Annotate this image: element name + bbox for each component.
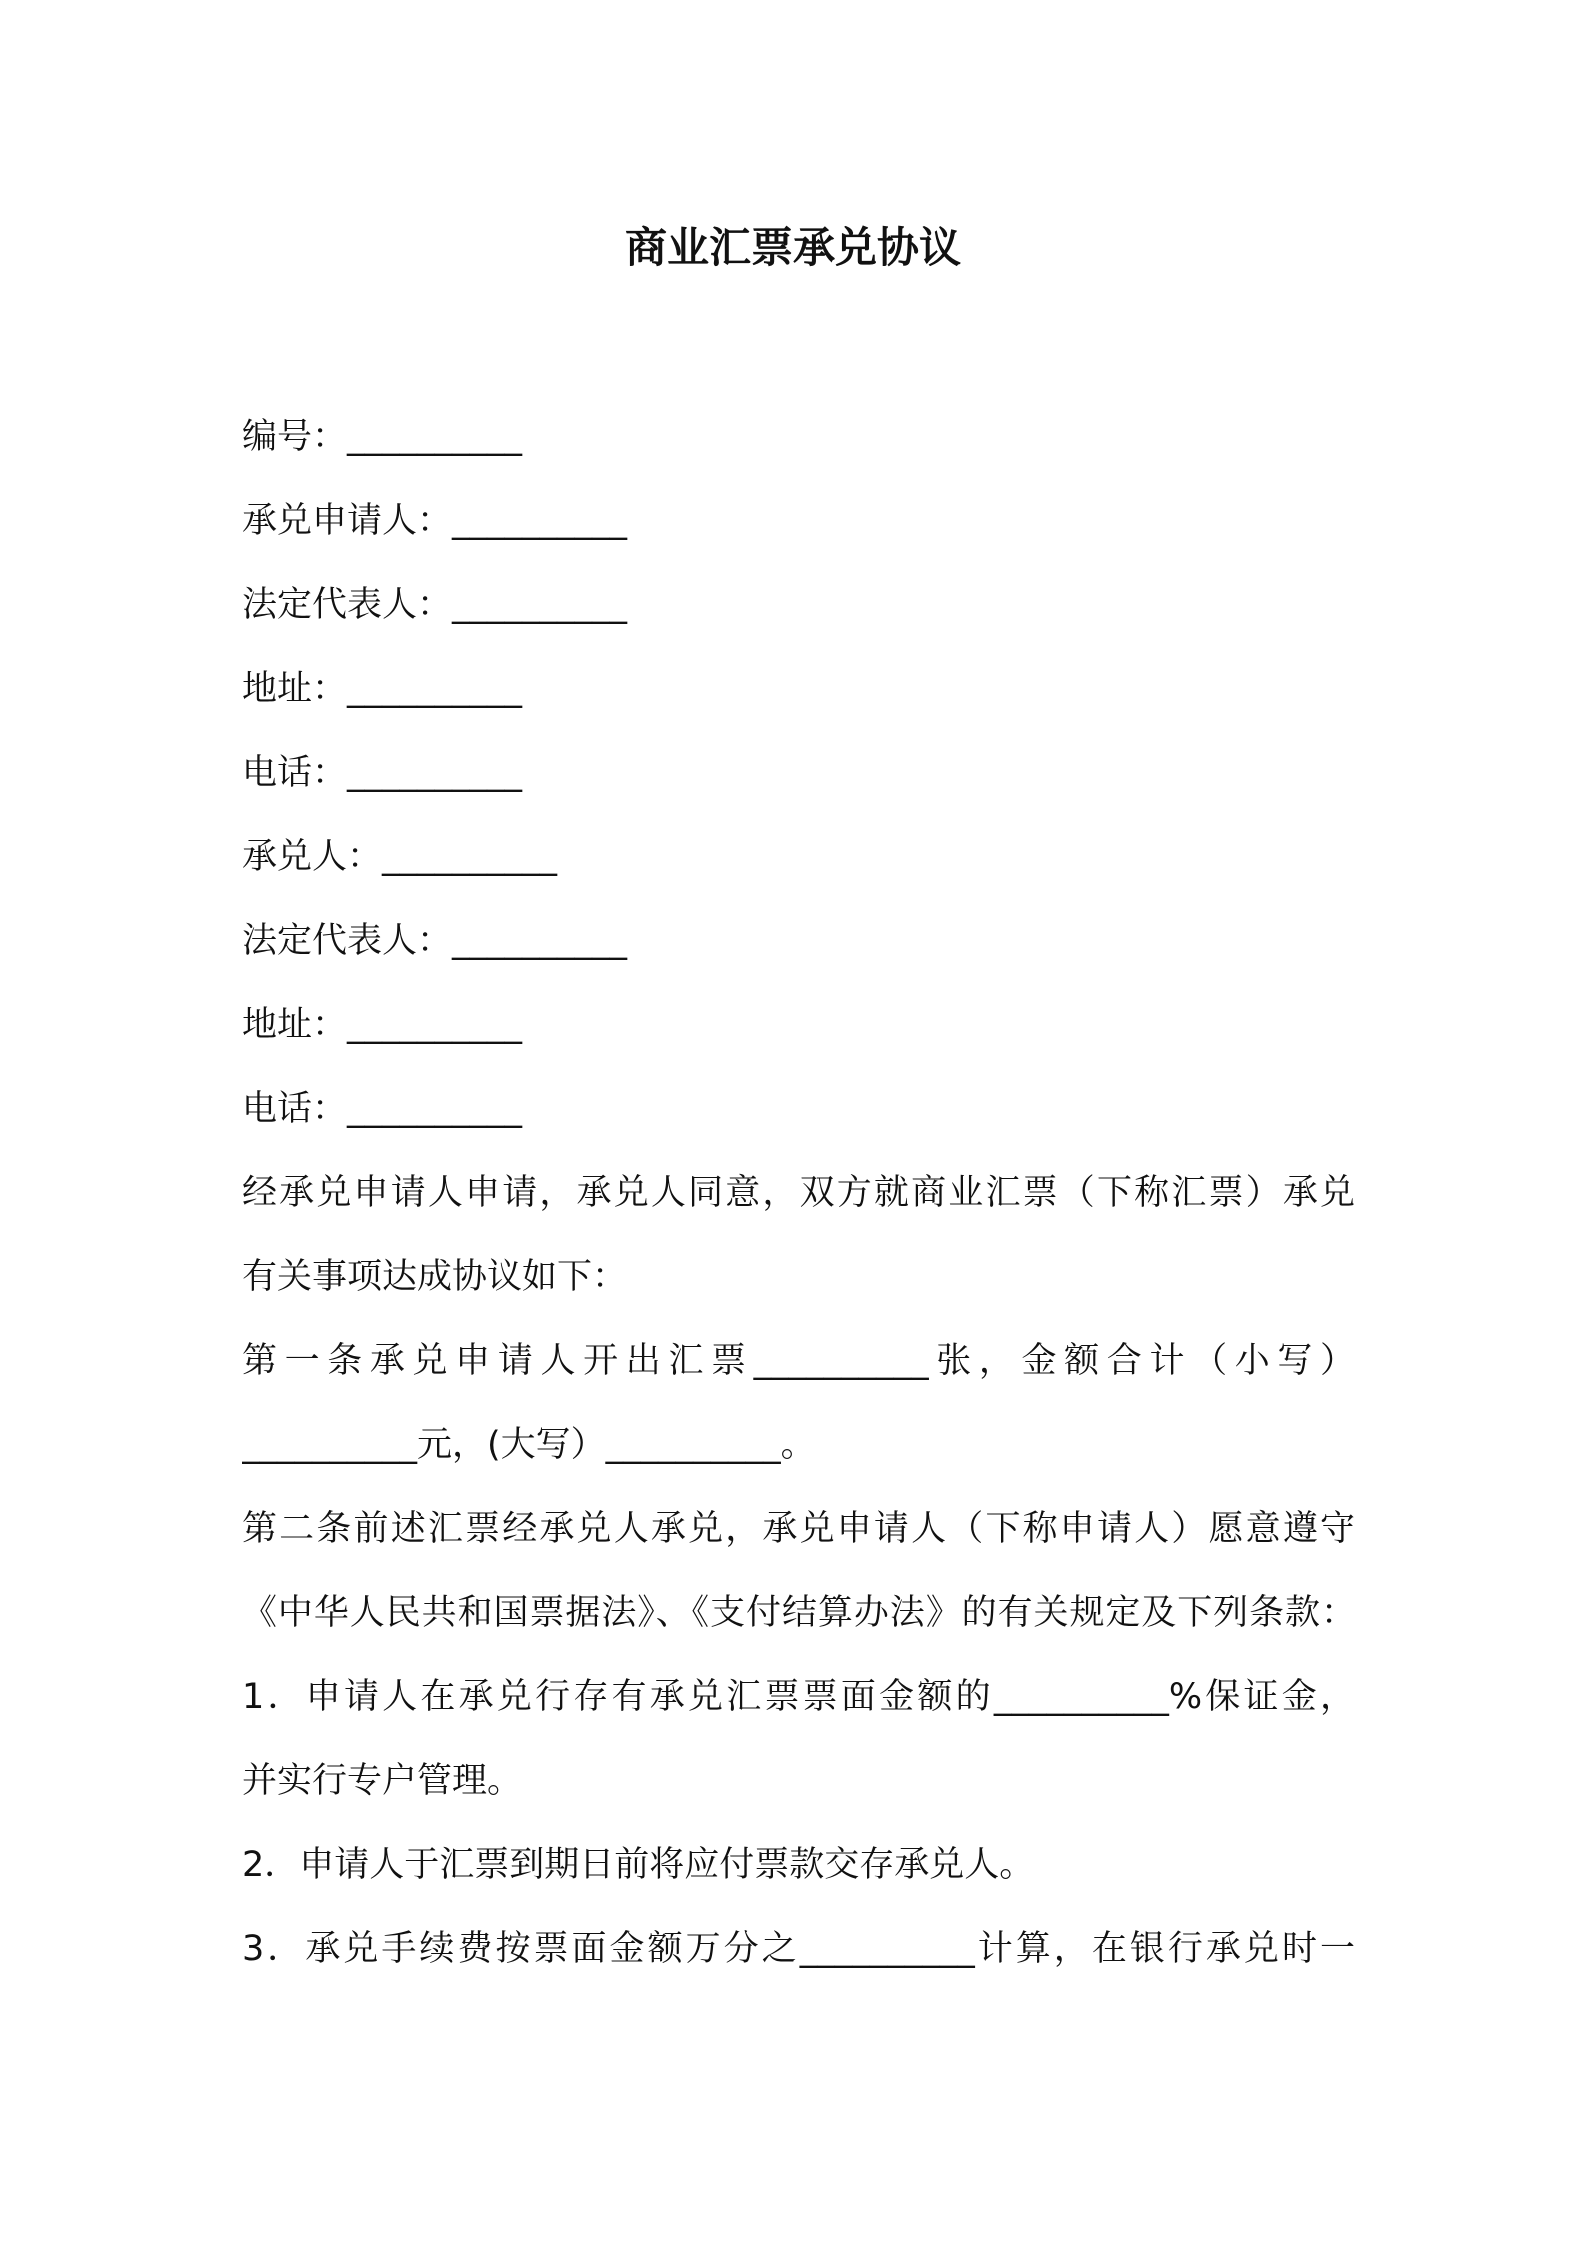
field-applicant-phone: 电话：__________ [242,753,523,793]
article-1-line-2: __________元，(大写）__________。 [242,1425,816,1465]
field-acceptor-address: 地址：__________ [242,1005,523,1045]
article-2-line-1: 第二条前述汇票经承兑人承兑，承兑申请人（下称申请人）愿意遵守 [242,1509,1355,1549]
field-applicant: 承兑申请人：__________ [242,501,628,541]
field-acceptor: 承兑人：__________ [242,837,558,877]
clause-3-line-1: 3．承兑手续费按票面金额万分之__________计算，在银行承兑时一 [242,1929,1355,1969]
field-acceptor-legal-rep: 法定代表人：__________ [242,921,628,961]
article-2-line-2: 《中华人民共和国票据法》、《支付结算办法》的有关规定及下列条款： [242,1593,1355,1633]
field-acceptor-phone: 电话：__________ [242,1089,523,1129]
clause-2: 2．申请人于汇票到期日前将应付票款交存承兑人。 [242,1845,1035,1885]
clause-1-line-1: 1．申请人在承兑行存有承兑汇票票面金额的__________%保证金， [242,1677,1355,1717]
field-number: 编号：__________ [242,417,523,457]
field-applicant-address: 地址：__________ [242,669,523,709]
article-1-line-1: 第一条承兑申请人开出汇票__________张，金额合计（小写） [242,1341,1355,1381]
document-title: 商业汇票承兑协议 [624,223,961,272]
preamble-line-2: 有关事项达成协议如下： [242,1257,628,1297]
field-applicant-legal-rep: 法定代表人：__________ [242,585,628,625]
document-body [242,395,1355,1991]
preamble-line-1: 经承兑申请人申请，承兑人同意，双方就商业汇票（下称汇票）承兑 [242,1173,1355,1213]
clause-1-line-2: 并实行专户管理。 [242,1761,523,1801]
